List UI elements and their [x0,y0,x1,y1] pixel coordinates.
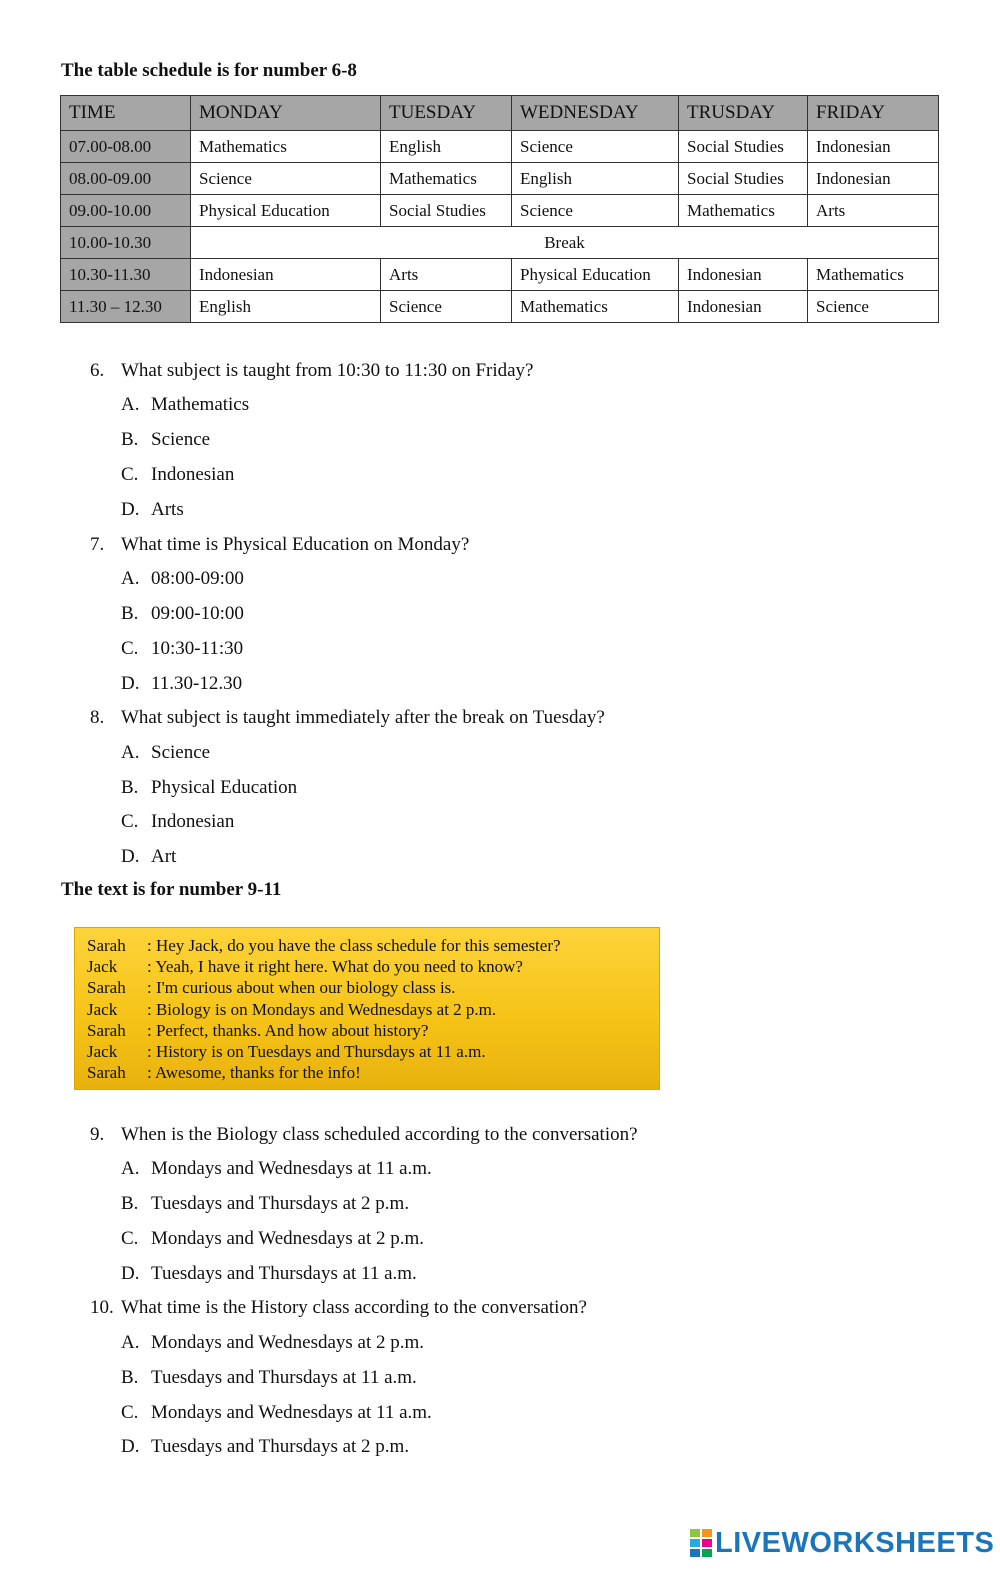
subject-cell: Indonesian [679,291,808,323]
option-text: Indonesian [151,464,235,485]
table-row [61,259,939,291]
dialogue-line [87,1041,659,1062]
subject-cell: Indonesian [808,131,939,163]
answer-option[interactable] [121,499,184,521]
subject-cell: Physical Education [512,259,679,291]
dialogue-line [87,935,659,956]
subject-cell: English [512,163,679,195]
option-text: Mondays and Wednesdays at 2 p.m. [151,1332,425,1353]
utterance: : Yeah, I have it right here. What do you need to know? [147,957,523,977]
answer-option[interactable] [121,429,210,451]
option-text: Science [151,742,211,763]
option-letter: B. [121,1193,139,1214]
answer-option[interactable] [121,638,243,660]
subject-cell: Social Studies [679,163,808,195]
subject-cell: Arts [808,195,939,227]
utterance: : Awesome, thanks for the info! [147,1063,361,1083]
utterance: : Perfect, thanks. And how about history? [147,1020,429,1040]
subject-cell: Physical Education [191,195,381,227]
option-text: 10:30-11:30 [151,638,244,659]
subject-cell: Science [191,163,381,195]
question-6 [90,360,533,382]
speaker: Sarah [87,1020,126,1040]
question-text: What time is Physical Education on Monday? [121,534,470,555]
option-text: 08:00-09:00 [151,568,244,589]
option-text: Mathematics [151,394,250,415]
header-time: TIME [61,96,191,131]
answer-option[interactable] [121,568,244,590]
time-cell: 10.30-11.30 [61,259,191,291]
answer-option[interactable] [121,1158,432,1180]
option-text: Physical Education [151,777,298,798]
dialogue-line [87,977,659,998]
question-10 [90,1297,587,1319]
answer-option[interactable] [121,1332,424,1354]
utterance: : Hey Jack, do you have the class schedule for this semester? [147,936,561,955]
answer-option[interactable] [121,1436,409,1458]
subject-cell: Science [381,291,512,323]
dialogue-line [87,1062,659,1083]
header-thursday: TRUSDAY [679,96,808,131]
subject-cell: Mathematics [512,291,679,323]
schedule-table [60,95,939,323]
header-wednesday: WEDNESDAY [512,96,679,131]
option-letter: D. [121,846,140,867]
time-cell: 09.00-10.00 [61,195,191,227]
text-heading: The text is for number 9-11 [61,879,282,900]
question-text: What subject is taught from 10:30 to 11:30 on Friday? [121,360,534,381]
option-text: Indonesian [151,811,235,832]
table-row [61,195,939,227]
question-text: When is the Biology class scheduled according to the conversation? [121,1124,638,1145]
time-cell: 11.30 – 12.30 [61,291,191,323]
option-letter: C. [121,1228,139,1249]
time-cell: 10.00-10.30 [61,227,191,259]
question-number: 10. [90,1297,114,1318]
logo-text: LIVEWORKSHEETS [715,1526,995,1559]
header-friday: FRIDAY [808,96,939,131]
subject-cell: Science [512,195,679,227]
answer-option[interactable] [121,742,210,764]
option-letter: D. [121,499,140,520]
option-text: Tuesdays and Thursdays at 11 a.m. [151,1367,417,1388]
time-cell: 07.00-08.00 [61,131,191,163]
answer-option[interactable] [121,811,234,833]
answer-option[interactable] [121,846,176,868]
header-monday: MONDAY [191,96,381,131]
option-text: 11.30-12.30 [151,673,243,694]
option-letter: B. [121,1367,139,1388]
answer-option[interactable] [121,1193,409,1215]
dialogue-line [87,999,659,1020]
subject-cell: Arts [381,259,512,291]
option-text: Mondays and Wednesdays at 2 p.m. [151,1228,425,1249]
table-row-break [61,227,939,259]
subject-cell: Indonesian [679,259,808,291]
option-text: Mondays and Wednesdays at 11 a.m. [151,1158,432,1179]
liveworksheets-logo[interactable] [690,1528,994,1558]
table-row [61,131,939,163]
option-letter: B. [121,429,139,450]
option-letter: D. [121,1436,140,1457]
speaker: Sarah [87,936,126,955]
table-row [61,163,939,195]
option-text: Tuesdays and Thursdays at 11 a.m. [151,1263,417,1284]
schedule-header-row [61,96,939,131]
speaker: Jack [87,1042,118,1062]
subject-cell: Science [512,131,679,163]
option-letter: B. [121,777,139,798]
break-cell: Break [191,227,939,259]
question-7 [90,534,469,556]
subject-cell: Mathematics [679,195,808,227]
option-letter: D. [121,1263,140,1284]
answer-option[interactable] [121,673,242,695]
option-letter: A. [121,1158,140,1179]
subject-cell: Indonesian [808,163,939,195]
header-tuesday: TUESDAY [381,96,512,131]
dialogue-line [87,956,659,977]
answer-option[interactable] [121,1367,417,1389]
answer-option[interactable] [121,603,244,625]
option-text: Tuesdays and Thursdays at 2 p.m. [151,1436,410,1457]
answer-option[interactable] [121,1228,424,1250]
subject-cell: Mathematics [381,163,512,195]
subject-cell: Indonesian [191,259,381,291]
utterance: : History is on Tuesdays and Thursdays at 11 a.m. [147,1042,486,1062]
table-heading: The table schedule is for number 6-8 [61,60,357,81]
question-number: 8. [90,707,105,728]
speaker: Sarah [87,978,126,998]
option-letter: B. [121,603,139,624]
option-letter: C. [121,464,139,485]
speaker: Jack [87,957,118,977]
option-letter: D. [121,673,140,694]
question-9 [90,1124,638,1146]
option-letter: C. [121,811,139,832]
subject-cell: Science [808,291,939,323]
subject-cell: English [381,131,512,163]
option-text: Science [151,429,211,450]
question-text: What subject is taught immediately after the break on Tuesday? [121,707,605,728]
question-text: What time is the History class according to the conversation? [121,1297,587,1318]
speaker: Sarah [87,1063,126,1083]
option-letter: A. [121,742,140,763]
utterance: : Biology is on Mondays and Wednesdays at 2 p.m. [147,999,497,1019]
liveworksheets-logo-icon [690,1529,712,1557]
answer-option[interactable] [121,777,297,799]
subject-cell: Mathematics [191,131,381,163]
utterance: : I'm curious about when our biology class is. [147,978,456,998]
answer-option[interactable] [121,464,234,486]
option-text: Tuesdays and Thursdays at 2 p.m. [151,1193,410,1214]
option-text: Mondays and Wednesdays at 11 a.m. [151,1402,432,1423]
question-number: 6. [90,360,105,381]
option-text: 09:00-10:00 [151,603,244,624]
speaker: Jack [87,999,118,1019]
subject-cell: English [191,291,381,323]
answer-option[interactable] [121,394,249,416]
option-text: Arts [151,499,184,520]
answer-option[interactable] [121,1263,417,1285]
subject-cell: Social Studies [679,131,808,163]
question-8 [90,707,605,729]
dialogue-box [74,927,660,1090]
option-text: Art [151,846,177,867]
question-number: 9. [90,1124,105,1145]
dialogue-line [87,1020,659,1041]
option-letter: C. [121,1402,139,1423]
option-letter: A. [121,394,140,415]
question-number: 7. [90,534,105,555]
subject-cell: Social Studies [381,195,512,227]
option-letter: C. [121,638,139,659]
option-letter: A. [121,1332,140,1353]
subject-cell: Mathematics [808,259,939,291]
option-letter: A. [121,568,140,589]
time-cell: 08.00-09.00 [61,163,191,195]
table-row [61,291,939,323]
answer-option[interactable] [121,1402,432,1424]
